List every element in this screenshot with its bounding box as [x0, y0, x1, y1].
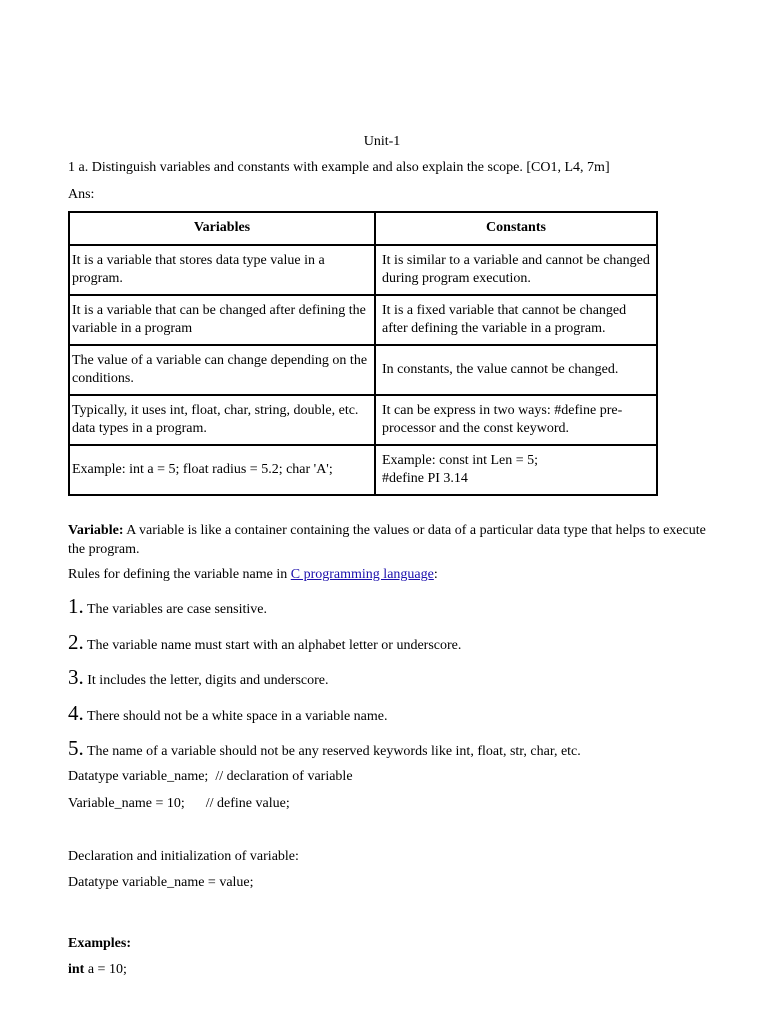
list-number: 1. [68, 594, 84, 618]
list-number: 3. [68, 665, 84, 689]
list-number: 4. [68, 701, 84, 725]
table-row [69, 345, 657, 395]
comparison-table [68, 211, 658, 496]
table-cell: It is a variable that can be changed after defining the variable in a program [69, 295, 375, 345]
list-item [68, 594, 267, 619]
list-text: The variable name must start with an alphabet letter or underscore. [87, 638, 462, 653]
code-init: Datatype variable_name = value; [68, 875, 254, 890]
code-keyword: int [68, 962, 85, 977]
table-cell: Example: int a = 5; float radius = 5.2; char 'A'; [69, 445, 375, 495]
list-text: It includes the letter, digits and underscore. [87, 673, 329, 688]
examples-heading-text: Examples: [68, 936, 131, 951]
table-cell: In constants, the value cannot be changed. [375, 345, 657, 395]
table-header-variables: Variables [69, 212, 375, 245]
table-cell: It is a fixed variable that cannot be changed after defining the variable in a program. [375, 295, 657, 345]
table-cell: Typically, it uses int, float, char, string, double, etc. data types in a program. [69, 395, 375, 445]
list-text: The variables are case sensitive. [87, 602, 267, 617]
init-heading: Declaration and initialization of variable: [68, 849, 299, 864]
table-cell: It is similar to a variable and cannot be changed during program execution. [375, 245, 657, 295]
code-example-rest: a = 10; [84, 962, 127, 977]
list-text: There should not be a white space in a variable name. [87, 709, 388, 724]
rules-intro-suffix: : [433, 567, 438, 582]
rules-intro [68, 567, 438, 583]
table-row [69, 295, 657, 345]
c-language-link[interactable]: C programming language [290, 567, 434, 582]
question-text: 1 a. Distinguish variables and constants with example and also explain the scope. [CO1, L4, 7m] [68, 160, 610, 175]
list-item [68, 701, 388, 726]
table-cell-line: #define PI 3.14 [382, 470, 468, 486]
table-header-constants: Constants [375, 212, 657, 245]
list-text: The name of a variable should not be any reserved keywords like int, float, str, char, etc. [87, 744, 581, 759]
table-cell-line: Example: const int Len = 5; [382, 452, 539, 468]
code-define: Variable_name = 10; // define value; [68, 796, 290, 811]
table-cell: It is a variable that stores data type value in a program. [69, 245, 375, 295]
list-number: 2. [68, 630, 84, 654]
answer-label: Ans: [68, 187, 95, 202]
variable-definition [68, 521, 708, 559]
table-cell [375, 445, 657, 495]
table-row [69, 245, 657, 295]
variable-term: Variable: [68, 523, 124, 538]
page-title: Unit-1 [363, 134, 401, 149]
table-cell: It can be express in two ways: #define pre-processor and the const keyword. [375, 395, 657, 445]
variable-definition-text: A variable is like a container containing the values or data of a particular data type that helps to execute the program. [68, 523, 706, 557]
list-item [68, 630, 461, 655]
code-declaration: Datatype variable_name; // declaration of variable [68, 769, 353, 784]
table-row [69, 445, 657, 495]
examples-heading [68, 936, 131, 952]
code-example [68, 962, 127, 978]
rules-intro-prefix: Rules for defining the variable name in [68, 567, 291, 582]
table-row [69, 395, 657, 445]
list-item [68, 665, 329, 690]
table-cell: The value of a variable can change depending on the conditions. [69, 345, 375, 395]
list-number: 5. [68, 736, 84, 760]
list-item [68, 736, 581, 761]
